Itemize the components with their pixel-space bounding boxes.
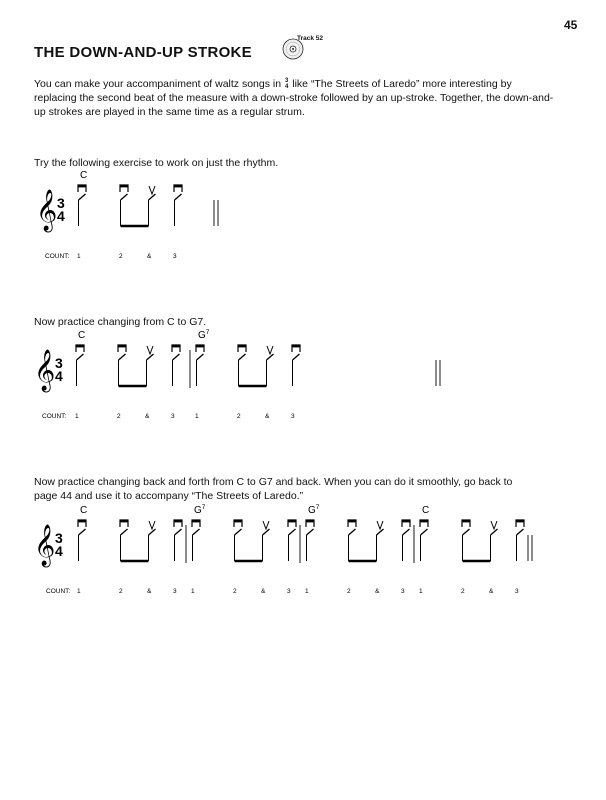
count-number: & — [145, 413, 150, 420]
count-label: COUNT: — [45, 253, 70, 260]
slash-note-head — [289, 529, 296, 535]
treble-clef-icon: 𝄞 — [34, 524, 56, 565]
down-stroke-icon-bar — [174, 520, 182, 522]
down-stroke-icon-bar — [78, 185, 86, 187]
count-number: & — [265, 413, 270, 420]
exercise-3-instruction: Now practice changing back and forth from C to G7 and back. When you can do it smoothly, go back to page 44 and use it to accompany “The Streets of Laredo.” — [34, 476, 513, 502]
count-number: 3 — [291, 413, 295, 420]
exercise-1-notation — [0, 170, 606, 270]
chord-label: C — [80, 505, 88, 516]
down-stroke-icon-bar — [288, 520, 296, 522]
count-number: 2 — [119, 253, 123, 260]
slash-note-head — [463, 529, 470, 535]
count-number: 1 — [77, 253, 81, 260]
down-stroke-icon-bar — [172, 345, 180, 347]
down-stroke-icon-bar — [402, 520, 410, 522]
chord-label: $G^7$ — [198, 329, 210, 341]
down-stroke-icon-bar — [234, 520, 242, 522]
count-label: COUNT: — [46, 588, 71, 595]
up-stroke-icon — [491, 521, 497, 529]
chord-label: $G^7$ — [308, 504, 320, 516]
intro-paragraph — [34, 77, 554, 119]
down-stroke-icon-bar — [306, 520, 314, 522]
down-stroke-icon-bar — [420, 520, 428, 522]
down-stroke-icon-bar — [516, 520, 524, 522]
inline-time-signature — [285, 78, 288, 90]
count-number: & — [147, 253, 152, 260]
count-number: 3 — [173, 253, 177, 260]
slash-note-head — [307, 529, 314, 535]
slash-note-head — [77, 354, 84, 360]
count-number: 1 — [77, 588, 81, 595]
slash-note-head — [235, 529, 242, 535]
inline-sig-top: 3 — [285, 78, 289, 84]
slash-note-head — [421, 529, 428, 535]
slash-note-head — [517, 529, 524, 535]
time-sig-bottom: 4 — [55, 543, 63, 559]
chord-label: C — [422, 505, 430, 516]
exercise-1-instruction: Try the following exercise to work on just the rhythm. — [34, 157, 279, 169]
count-number: 2 — [461, 588, 465, 595]
slash-note-head — [197, 354, 204, 360]
slash-note-head — [121, 194, 128, 200]
down-stroke-icon-bar — [78, 520, 86, 522]
slash-note-head — [119, 354, 126, 360]
count-number: 3 — [173, 588, 177, 595]
up-stroke-icon — [149, 521, 155, 529]
count-number: 1 — [195, 413, 199, 420]
count-number: 1 — [191, 588, 195, 595]
slash-note-head — [173, 354, 180, 360]
slash-note-head — [403, 529, 410, 535]
inline-sig-bottom: 4 — [285, 84, 289, 90]
slash-note-head — [175, 529, 182, 535]
exercise-2-instruction: Now practice changing from C to G7. — [34, 316, 207, 328]
down-stroke-icon-bar — [118, 345, 126, 347]
slash-note-head — [239, 354, 246, 360]
count-number: & — [375, 588, 380, 595]
down-stroke-icon-bar — [348, 520, 356, 522]
down-stroke-icon-bar — [196, 345, 204, 347]
slash-note-head — [79, 194, 86, 200]
slash-note-head — [349, 529, 356, 535]
up-stroke-icon — [377, 521, 383, 529]
intro-text-after: like “The Streets of Laredo” more interesting by replacing the second beat of the measure with a down-stroke followed by an up-stroke. Together, the down-and-up strokes are played in the same time as a regular strum. — [34, 78, 554, 118]
count-number: 3 — [287, 588, 291, 595]
up-stroke-icon — [267, 346, 273, 354]
down-stroke-icon-bar — [238, 345, 246, 347]
down-stroke-icon-bar — [192, 520, 200, 522]
count-number: 2 — [233, 588, 237, 595]
count-number: 2 — [237, 413, 241, 420]
chord-label: $G^7$ — [194, 504, 206, 516]
down-stroke-icon-bar — [174, 185, 182, 187]
page-number: 45 — [564, 18, 578, 32]
down-stroke-icon-bar — [76, 345, 84, 347]
count-number: & — [489, 588, 494, 595]
time-sig-bottom: 4 — [55, 368, 63, 384]
time-sig-top: 3 — [55, 355, 63, 371]
treble-clef-icon: 𝄞 — [34, 349, 56, 390]
count-number: 2 — [117, 413, 121, 420]
slash-note-head — [193, 529, 200, 535]
exercise-2-notation — [0, 330, 606, 430]
count-number: & — [147, 588, 152, 595]
count-number: 1 — [75, 413, 79, 420]
slash-note-head — [121, 529, 128, 535]
count-number: 3 — [401, 588, 405, 595]
slash-note-head — [79, 529, 86, 535]
chord-label: C — [78, 330, 86, 341]
down-stroke-icon-bar — [292, 345, 300, 347]
down-stroke-icon-bar — [462, 520, 470, 522]
treble-clef-icon: 𝄞 — [36, 189, 58, 230]
count-number: 3 — [515, 588, 519, 595]
count-number: 2 — [347, 588, 351, 595]
slash-note-head — [175, 194, 182, 200]
time-sig-bottom: 4 — [57, 208, 65, 224]
chord-label: C — [80, 170, 88, 181]
count-number: 1 — [305, 588, 309, 595]
section-title: THE DOWN-AND-UP STROKE — [34, 44, 252, 61]
count-number: 2 — [119, 588, 123, 595]
up-stroke-icon — [263, 521, 269, 529]
intro-text-before: You can make your accompaniment of waltz songs in — [34, 78, 282, 90]
time-sig-top: 3 — [55, 530, 63, 546]
count-number: & — [261, 588, 266, 595]
time-sig-top: 3 — [57, 195, 65, 211]
track-label: Track 52 — [297, 35, 324, 42]
down-stroke-icon-bar — [120, 185, 128, 187]
exercise-3-notation — [0, 505, 606, 605]
count-number: 3 — [171, 413, 175, 420]
down-stroke-icon-bar — [120, 520, 128, 522]
up-stroke-icon — [149, 186, 155, 194]
count-label: COUNT: — [42, 413, 67, 420]
slash-note-head — [293, 354, 300, 360]
count-number: 1 — [419, 588, 423, 595]
up-stroke-icon — [147, 346, 153, 354]
